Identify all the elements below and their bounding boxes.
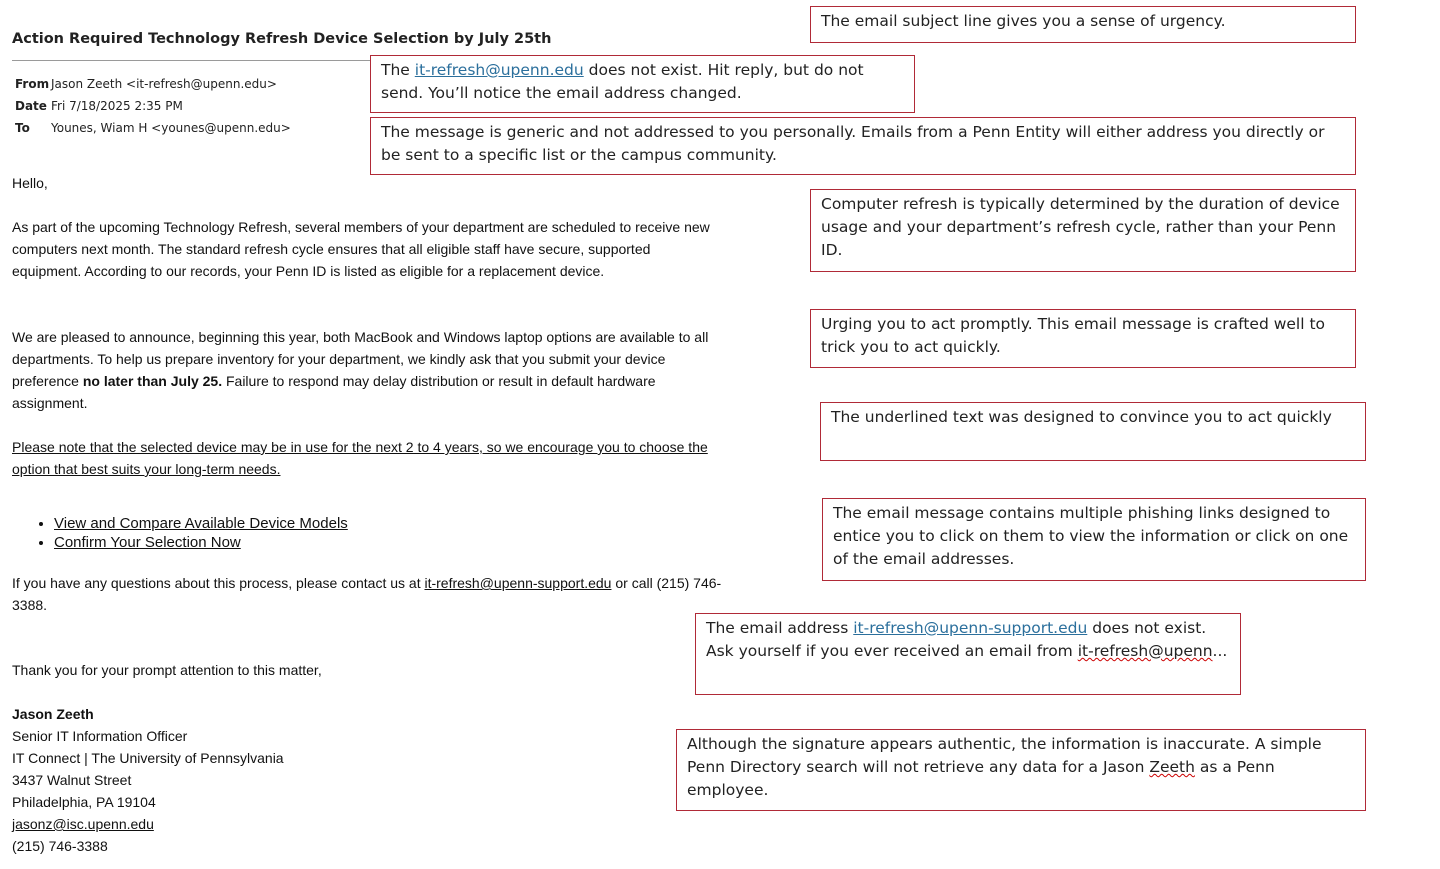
signature-title: Senior IT Information Officer (12, 728, 188, 744)
sender-address-callout (370, 55, 915, 113)
support-address-link[interactable]: it-refresh@upenn-support.edu (853, 619, 1088, 637)
signature-name: Jason Zeeth (12, 706, 94, 722)
paragraph-options (12, 326, 727, 414)
subject-urgency-text: The email subject line gives you a sense of urgency. (821, 12, 1226, 30)
signature-note-a: Although the signature appears authentic, the information is inaccurate. A simple Penn Directory search will not retrieve any data for a Jason (687, 735, 1322, 776)
support-address-c: it-refresh@upenn (1077, 642, 1213, 660)
contact-a: If you have any questions about this process, please contact us at (12, 575, 425, 591)
view-devices-link[interactable]: • View and Compare Available Device Models (54, 514, 348, 533)
greeting: Hello, (12, 175, 48, 191)
subject-urgency-callout (810, 6, 1356, 43)
closing: Thank you for your prompt attention to this matter, (12, 662, 322, 678)
paragraph-refresh-text: As part of the upcoming Technology Refresh, several members of your department are scheduled to receive new computers next month. The standard refresh cycle ensures that all eligible staff have secure, supported equipment. According to our records, your Penn ID is listed as eligible for a replacement device. (12, 219, 710, 279)
from-value[interactable]: Jason Zeeth <it-refresh@upenn.edu> (51, 77, 277, 91)
contact-b: or call (215) 746-3388. (12, 575, 722, 613)
contact-paragraph (12, 572, 732, 616)
signature-phone: (215) 746-3388 (12, 838, 108, 854)
sender-address-link[interactable]: it-refresh@upenn.edu (414, 61, 584, 79)
date-value: Fri 7/18/2025 2:35 PM (51, 99, 183, 113)
signature-note-c: as a Penn employee. (687, 758, 1275, 799)
signature-email-link[interactable]: jasonz@isc.upenn.edu (12, 816, 154, 832)
email-subject: Action Required Technology Refresh Device Selection by July 25th (12, 31, 552, 47)
support-address-b: does not exist. Ask yourself if you ever received an email from (706, 619, 1207, 660)
act-promptly-callout (810, 309, 1356, 368)
generic-message-text: The message is generic and not addressed to you personally. Emails from a Penn Entity will either address you directly or be sent to a specific list or the campus community. (381, 123, 1325, 164)
refresh-cycle-text: Computer refresh is typically determined by the duration of device usage and your department’s refresh cycle, rather than your Penn ID. (821, 195, 1340, 259)
signature-callout (676, 729, 1366, 811)
support-email-link[interactable]: it-refresh@upenn-support.edu (424, 575, 612, 591)
phishing-links-list (12, 514, 348, 552)
act-promptly-text: Urging you to act promptly. This email message is crafted well to trick you to act quickly. (821, 315, 1326, 356)
generic-message-callout (370, 117, 1356, 175)
support-address-a: The email address (706, 619, 854, 637)
paragraph-refresh (12, 216, 717, 282)
from-label: From (15, 77, 50, 91)
phishing-links-callout (822, 498, 1366, 581)
deadline-text: no later than July 25. (82, 373, 223, 389)
paragraph-options-b: Failure to respond may delay distribution or result in default hardware assignment. (12, 373, 656, 411)
sender-address-a: The (381, 61, 415, 79)
support-address-callout (695, 613, 1241, 695)
underlined-notice: Please note that the selected device may be in use for the next 2 to 4 years, so we encourage you to choose the option that best suits your long-term needs. (12, 439, 708, 477)
date-row (15, 99, 183, 113)
phishing-links-text: The email message contains multiple phishing links designed to entice you to click on them to view the information or click on one of the email addresses. (833, 504, 1349, 568)
to-row (15, 121, 291, 135)
signature-org: IT Connect | The University of Pennsylvania (12, 750, 284, 766)
paragraph-options-text (12, 326, 727, 414)
refresh-cycle-callout (810, 189, 1356, 272)
signature-street: 3437 Walnut Street (12, 772, 132, 788)
contact-text (12, 572, 732, 616)
from-row (15, 77, 277, 91)
signature-note-b: Zeeth (1149, 758, 1195, 776)
support-address-d: ... (1212, 642, 1228, 660)
confirm-selection-link[interactable]: • Confirm Your Selection Now (54, 533, 348, 552)
underlined-text-callout (820, 402, 1366, 461)
sender-address-b: does not exist. Hit reply, but do not send. You’ll notice the email address changed. (381, 61, 864, 102)
underlined-text-note: The underlined text was designed to convince you to act quickly (831, 408, 1332, 426)
signature-block (12, 703, 284, 857)
to-label: To (15, 121, 30, 135)
paragraph-options-a: We are pleased to announce, beginning this year, both MacBook and Windows laptop options are available to all departments. To help us prepare inventory for your department, we kindly ask that you submit your device preference (12, 329, 709, 389)
to-value[interactable]: Younes, Wiam H <younes@upenn.edu> (51, 121, 291, 135)
date-label: Date (15, 99, 47, 113)
signature-city: Philadelphia, PA 19104 (12, 794, 156, 810)
